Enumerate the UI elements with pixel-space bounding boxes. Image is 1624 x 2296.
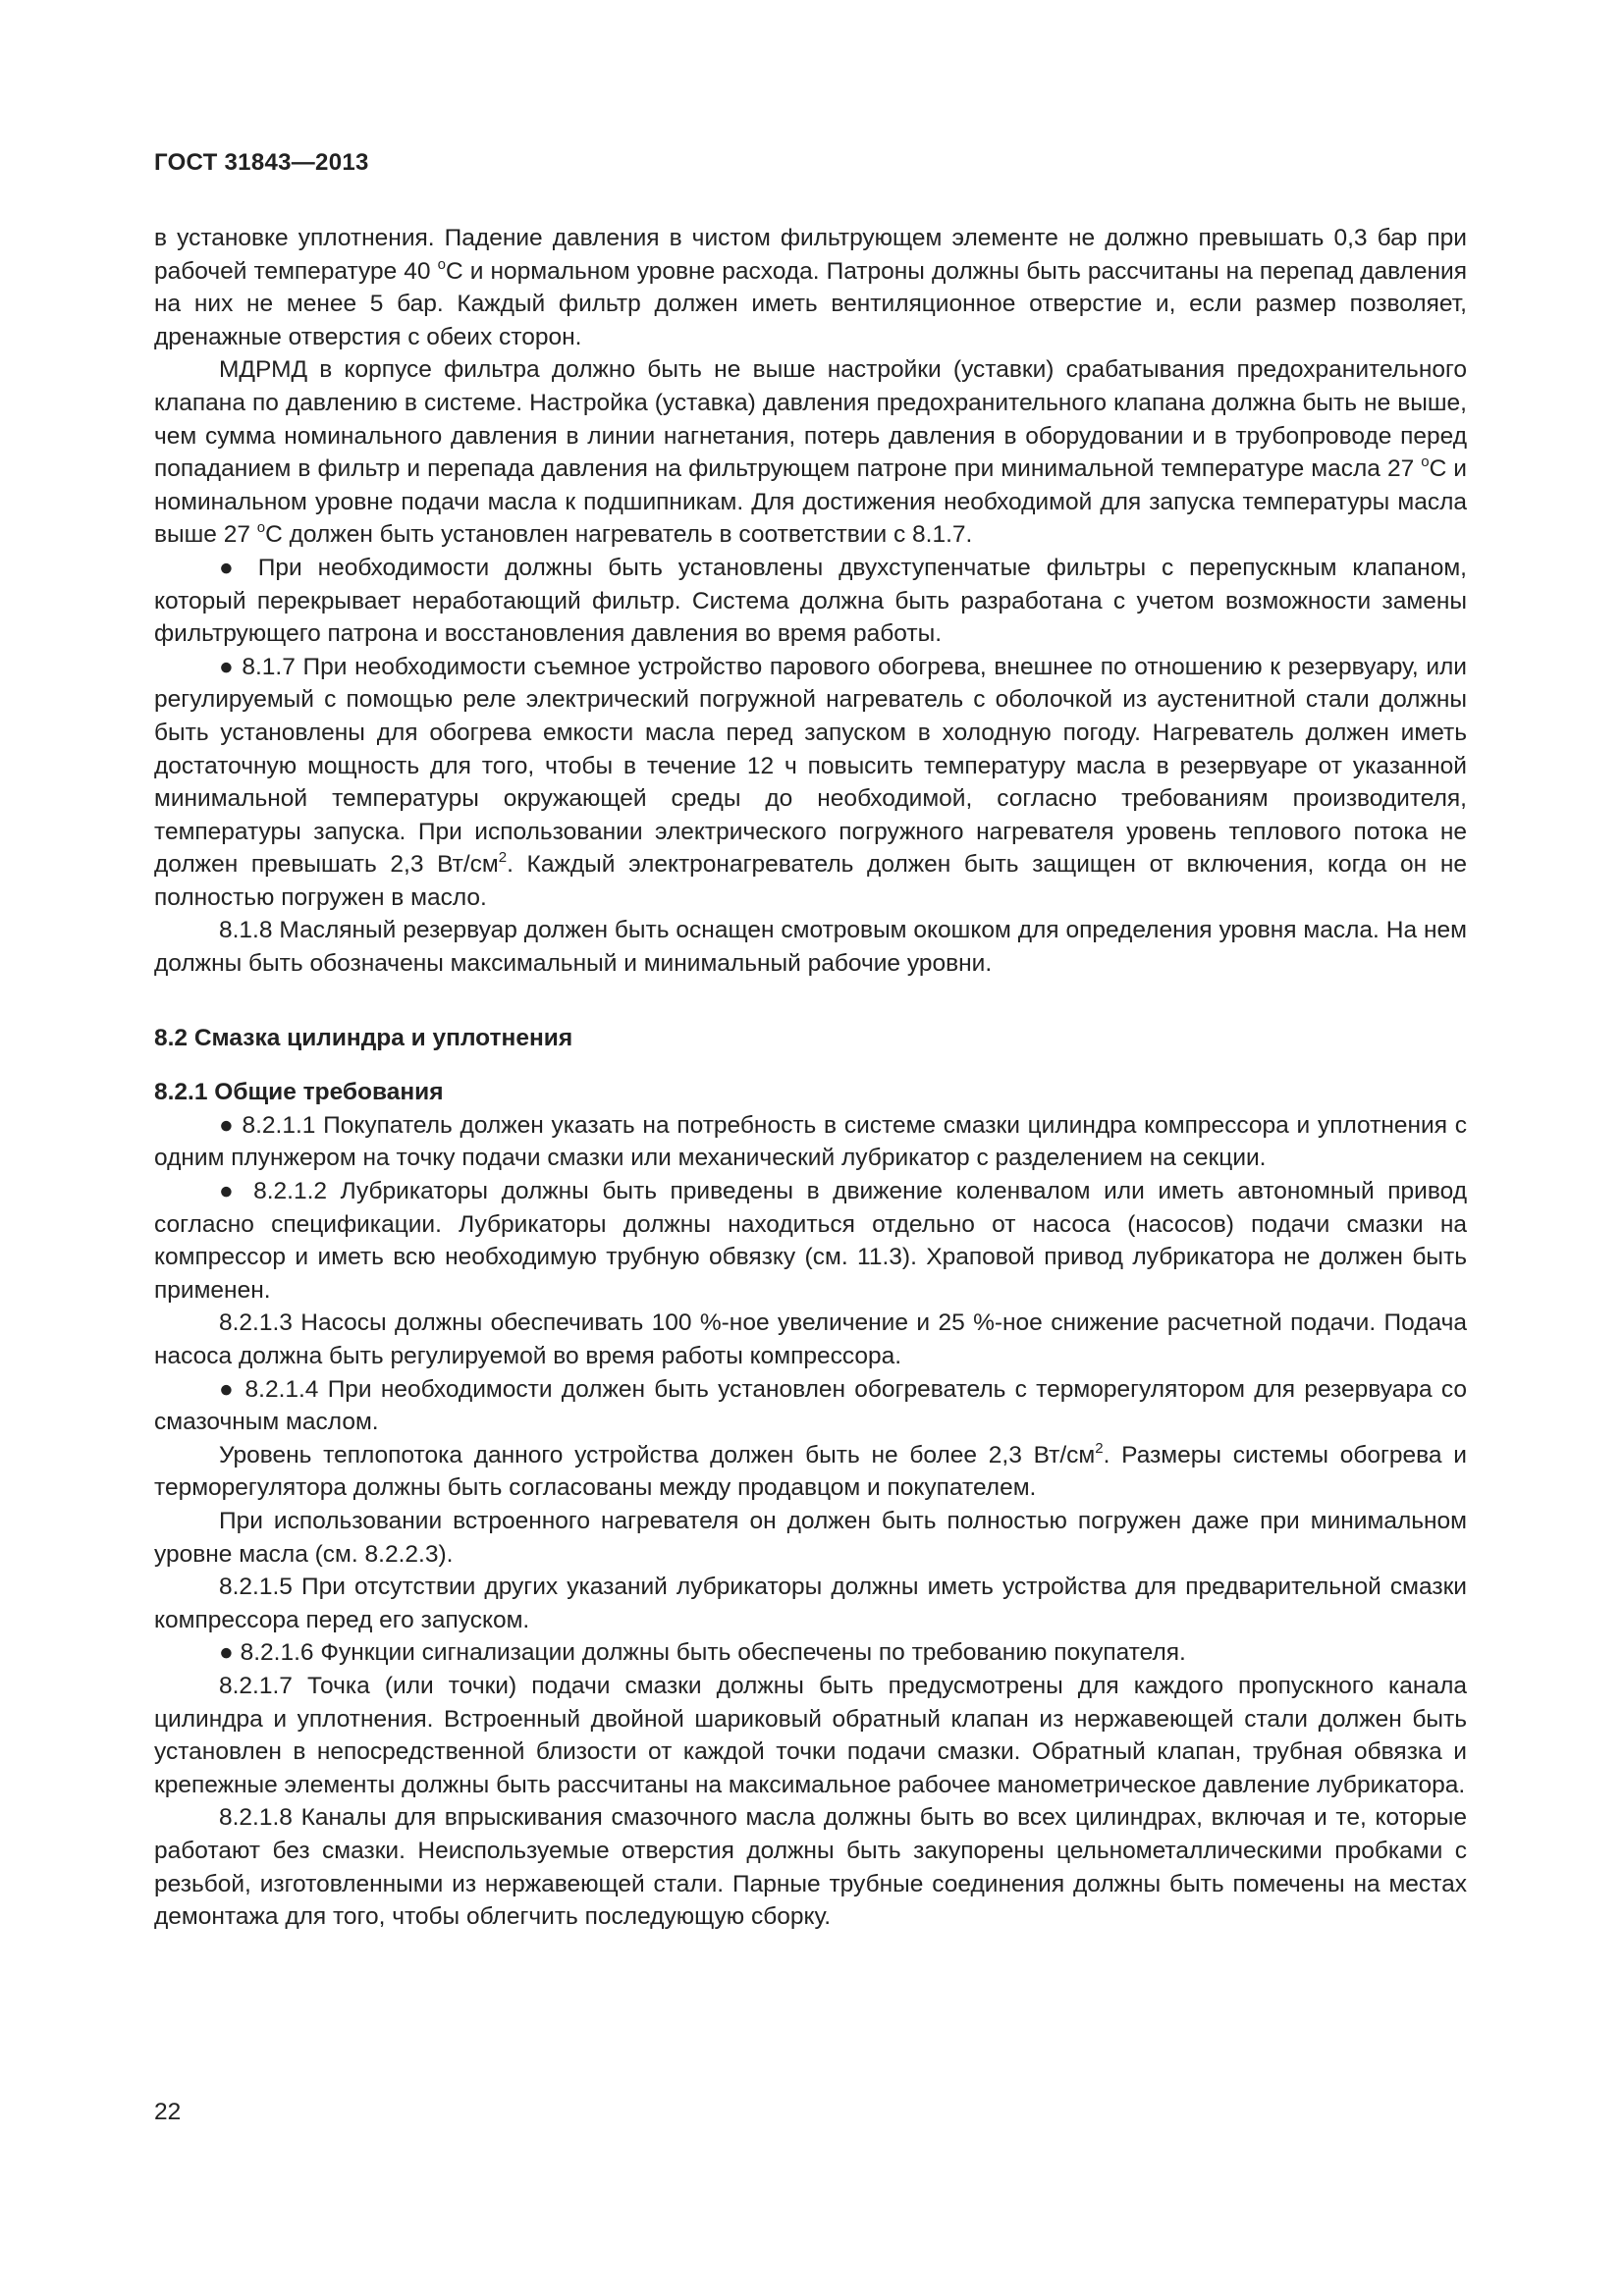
document-code-header: ГОСТ 31843—2013	[154, 149, 369, 176]
subsection-heading-8-2-1: 8.2.1 Общие требования	[154, 1079, 444, 1106]
section-heading-8-2: 8.2 Смазка цилиндра и уплотнения	[154, 1024, 573, 1051]
paragraph: ● При необходимости должны быть установлены двухступенчатые фильтры с перепускным клапаном, который перекрывает неработающий фильтр. Система должна быть разработана с учетом возможности замены фильтрующего патрона и восстановления давления во время работы.	[154, 554, 1467, 648]
paragraph-8-2-1-4: ● 8.2.1.4 При необходимости должен быть установлен обогреватель с терморегулятором для резервуара со смазочным маслом.	[154, 1375, 1467, 1436]
paragraph-8-2-1-7: 8.2.1.7 Точка (или точки) подачи смазки должны быть предусмотрены для каждого пропускного канала цилиндра и уплотнения. Встроенный двойной шариковый обратный клапан из нержавеющей стали должен быть установлен в непосредственной близости от каждой точки подачи смазки. Обратный клапан, трубная обвязка и крепежные элементы должны быть рассчитаны на максимальное рабочее манометрическое давление лубрикатора.	[154, 1672, 1467, 1798]
paragraph-8-2-1-6: ● 8.2.1.6 Функции сигнализации должны быть обеспечены по требованию покупателя.	[219, 1639, 1186, 1667]
paragraph-8-2-1-2: ● 8.2.1.2 Лубрикаторы должны быть приведены в движение коленвалом или иметь автономный привод согласно спецификации. Лубрикаторы должны находиться отдельно от насоса (насосов) подачи смазки на компрессор и иметь всю необходимую трубную обвязку (см. 11.3). Храповой привод лубрикатора не должен быть применен.	[154, 1178, 1467, 1304]
paragraph-8-1-7: ● 8.1.7 При необходимости съемное устройство парового обогрева, внешнее по отношению к резервуару, или регулируемый с помощью реле электрический погружной нагреватель с оболочкой из аустенитной стали должны быть установлены для обогрева емкости масла перед запуском в холодную погоду. Нагреватель должен иметь достаточную мощность для того, чтобы в течение 12 ч повысить температуру масла в резервуаре от указанной минимальной температуры окружающей среды до необходимой, согласно требованиям производителя, температуры запуска. При использовании электрического погружного нагревателя уровень теплового потока не должен превышать 2,3 $Вт/см^2$. Каждый электронагреватель должен быть защищен от включения, когда он не полностью погружен в масло.	[154, 653, 1467, 911]
paragraph: При использовании встроенного нагревателя он должен быть полностью погружен даже при минимальном уровне масла (см. 8.2.2.3).	[154, 1507, 1467, 1568]
paragraph-8-2-1-3: 8.2.1.3 Насосы должны обеспечивать 100 %-ное увеличение и 25 %-ное снижение расчетной подачи. Подача насоса должна быть регулируемой во время работы компрессора.	[154, 1309, 1467, 1369]
paragraph: Уровень теплопотока данного устройства должен быть не более 2,3 $Вт/см^2$. Размеры системы обогрева и терморегулятора должны быть согласованы между продавцом и покупателем.	[154, 1439, 1467, 1502]
degree-superscript: о	[1421, 454, 1430, 471]
degree-superscript: о	[437, 255, 446, 273]
square-superscript: 2	[1095, 1439, 1104, 1457]
document-body	[154, 222, 1467, 1934]
paragraph: в установке уплотнения. Падение давления в чистом фильтрующем элементе не должно превышать 0,3 бар при рабочей температуре 40 $^о$С и нормальном уровне расхода. Патроны должны быть рассчитаны на перепад давления на них не менее 5 бар. Каждый фильтр должен иметь вентиляционное отверстие и, если размер позволяет, дренажные отверстия с обеих сторон.	[154, 225, 1467, 350]
paragraph-8-2-1-8: 8.2.1.8 Каналы для впрыскивания смазочного масла должны быть во всех цилиндрах, включая и те, которые работают без смазки. Неиспользуемые отверстия должны быть закупорены цельнометаллическими пробками с резьбой, изготовленными из нержавеющей стали. Парные трубные соединения должны быть помечены на местах демонтажа для того, чтобы облегчить последующую сборку.	[154, 1804, 1467, 1931]
paragraph-8-2-1-5: 8.2.1.5 При отсутствии других указаний лубрикаторы должны иметь устройства для предварительной смазки компрессора перед его запуском.	[154, 1574, 1467, 1633]
page-number: 22	[154, 2099, 182, 2125]
paragraph-8-2-1-1: ● 8.2.1.1 Покупатель должен указать на потребность в системе смазки цилиндра компрессора и уплотнения с одним плунжером на точку подачи смазки или механический лубрикатор с разделением на секции.	[154, 1111, 1467, 1172]
paragraph: МДРМД в корпусе фильтра должно быть не выше настройки (уставки) срабатывания предохранительного клапана по давлению в системе. Настройка (уставка) давления предохранительного клапана должна быть не выше, чем сумма номинального давления в линии нагнетания, потерь давления в оборудовании и в трубопроводе перед попаданием в фильтр и перепада давления на фильтрующем патроне при минимальной температуре масла 27 $^о$С и номинальном уровне подачи масла к подшипникам. Для достижения необходимой для запуска температуры масла выше 27 $^о$С должен быть установлен нагреватель в соответствии с 8.1.7.	[154, 356, 1467, 549]
square-superscript: 2	[498, 849, 508, 867]
paragraph-8-1-8: 8.1.8 Масляный резервуар должен быть оснащен смотровым окошком для определения уровня масла. На нем должны быть обозначены максимальный и минимальный рабочие уровни.	[154, 917, 1467, 978]
degree-superscript: о	[256, 519, 266, 537]
